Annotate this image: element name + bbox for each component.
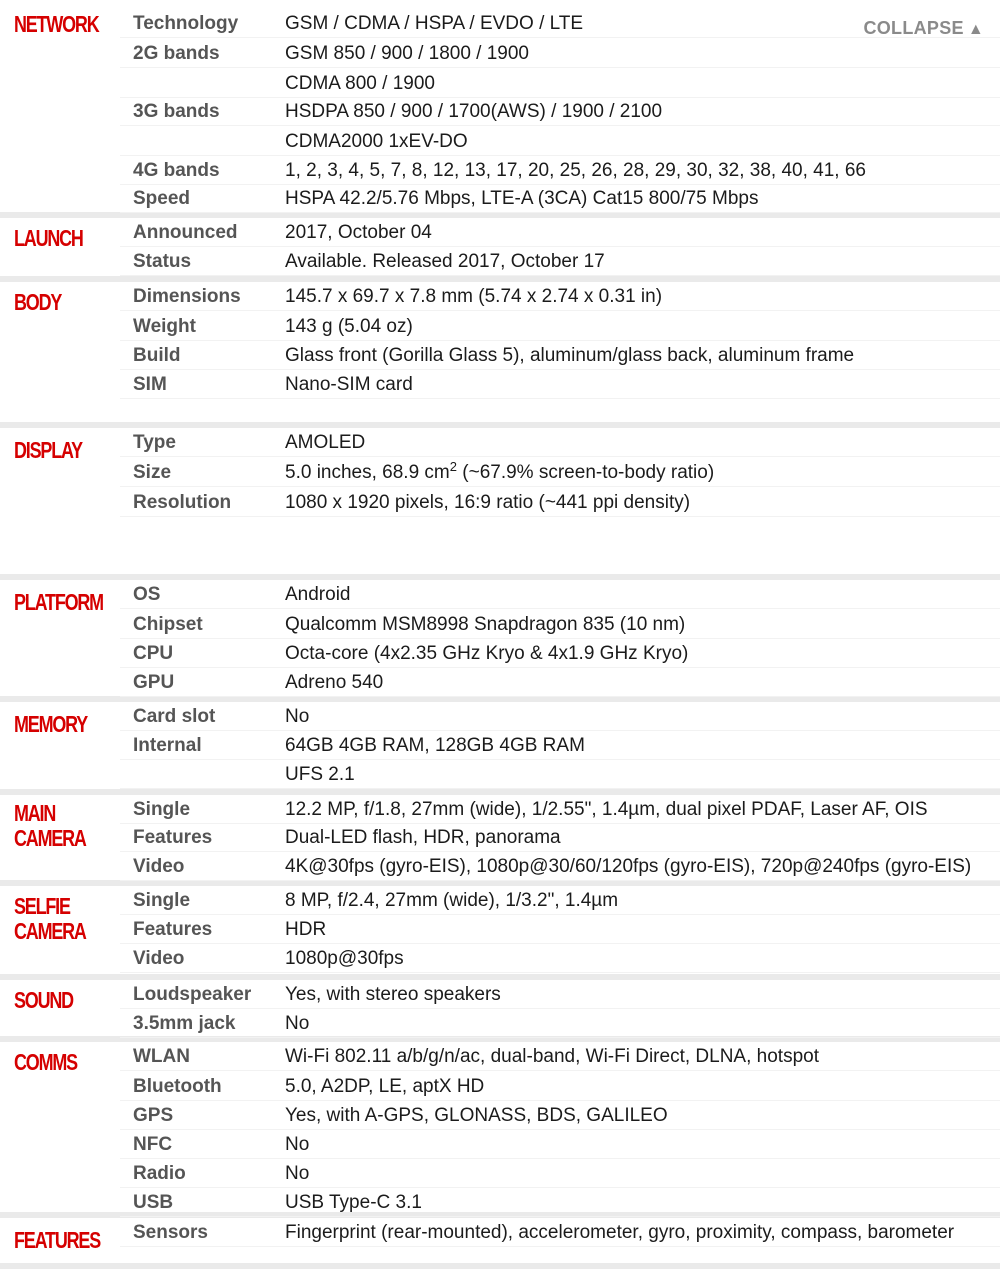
spec-value-text: 12.2 MP, f/1.8, 27mm (wide), 1/2.55", 1.4µm, dual pixel PDAF, Laser AF, OIS <box>285 799 928 820</box>
spec-value-text: 4K@30fps (gyro-EIS), 1080p@30/60/120fps (gyro-EIS), 720p@240fps (gyro-EIS) <box>285 856 972 877</box>
spec-row <box>120 823 1000 852</box>
spec-row <box>120 156 1000 185</box>
spec-value-text: Wi-Fi 802.11 a/b/g/n/ac, dual-band, Wi-Fi Direct, DLNA, hotspot <box>285 1046 819 1067</box>
spec-label: Radio <box>133 1163 186 1184</box>
spec-value <box>285 73 435 95</box>
spec-row <box>120 69 1000 98</box>
spec-value <box>285 43 529 65</box>
spec-value <box>285 1192 422 1214</box>
spec-value-text: No <box>285 1163 310 1184</box>
spec-section-sound <box>0 980 1000 1042</box>
spec-value <box>285 706 309 728</box>
section-title-line: SELFIE <box>14 893 70 919</box>
spec-row <box>120 341 1000 370</box>
spec-value-text: GSM 850 / 900 / 1800 / 1900 <box>285 43 530 64</box>
spec-row <box>120 852 1000 881</box>
spec-value <box>285 735 585 757</box>
spec-row <box>120 184 1000 213</box>
spec-section-display <box>0 428 1000 580</box>
spec-value-superscript: 2 <box>449 459 457 474</box>
spec-row <box>120 428 1000 457</box>
spec-value <box>285 1105 668 1127</box>
spec-value-text: 5.0 inches, 68.9 cm <box>285 462 450 483</box>
spec-value-text: CDMA2000 1xEV-DO <box>285 131 468 152</box>
spec-row <box>120 1188 1000 1217</box>
spec-value <box>285 584 351 606</box>
spec-row <box>120 1101 1000 1130</box>
section-title-line: PLATFORM <box>14 589 103 615</box>
collapse-label: COLLAPSE <box>863 18 964 38</box>
spec-row <box>120 668 1000 697</box>
spec-value-text: 1, 2, 3, 4, 5, 7, 8, 12, 13, 17, 20, 25, 26, 28, 29, 30, 32, 38, 40, 41, 66 <box>285 160 866 181</box>
section-title-line: FEATURES <box>14 1227 100 1253</box>
spec-value-text: 1080 x 1920 pixels, 16:9 ratio (~441 ppi density) <box>285 492 691 513</box>
spec-value <box>285 345 854 367</box>
spec-value <box>285 984 501 1006</box>
spec-value <box>285 374 413 396</box>
spec-row <box>120 944 1000 973</box>
spec-row <box>120 915 1000 944</box>
spec-label: Single <box>133 890 191 911</box>
spec-value <box>285 1163 309 1185</box>
spec-value <box>285 101 662 123</box>
spec-value <box>285 131 468 153</box>
section-title <box>14 226 95 251</box>
spec-value <box>285 890 618 912</box>
spec-row <box>120 1130 1000 1159</box>
spec-section-network <box>0 8 1000 218</box>
spec-row <box>120 702 1000 731</box>
spec-label: OS <box>133 584 161 605</box>
spec-label: Single <box>133 799 191 820</box>
spec-label: Status <box>133 251 192 272</box>
spec-value-text: Dual-LED flash, HDR, panorama <box>285 827 561 848</box>
spec-label: Chipset <box>133 614 203 635</box>
spec-section-body <box>0 282 1000 428</box>
spec-label: Loudspeaker <box>133 984 252 1005</box>
spec-value-text: HSPA 42.2/5.76 Mbps, LTE-A (3CA) Cat15 800/75 Mbps <box>285 188 759 209</box>
spec-section-main <box>0 795 1000 886</box>
spec-value-text: HSDPA 850 / 900 / 1700(AWS) / 1900 / 2100 <box>285 101 663 122</box>
spec-value-text: CDMA 800 / 1900 <box>285 73 435 94</box>
section-title <box>14 438 95 463</box>
section-title <box>14 290 95 315</box>
spec-label: Technology <box>133 13 239 34</box>
spec-value <box>285 1076 484 1098</box>
spec-value <box>285 1046 819 1068</box>
section-title <box>14 589 103 615</box>
spec-value-text: 143 g (5.04 oz) <box>285 316 413 337</box>
spec-row <box>120 1072 1000 1101</box>
spec-row <box>120 1042 1000 1071</box>
spec-section-features <box>0 1218 1000 1269</box>
spec-value <box>285 672 383 694</box>
section-title-line: DISPLAY <box>14 437 82 463</box>
spec-row <box>120 795 1000 824</box>
section-title-line: CAMERA <box>14 825 86 851</box>
spec-value-text: 5.0, A2DP, LE, aptX HD <box>285 1076 485 1097</box>
spec-label: Speed <box>133 188 191 209</box>
spec-label: Card slot <box>133 706 216 727</box>
spec-section-launch <box>0 218 1000 282</box>
spec-row <box>120 247 1000 276</box>
spec-row <box>120 370 1000 399</box>
spec-value <box>285 251 605 273</box>
spec-value <box>285 13 583 35</box>
spec-value-text: Yes, with stereo speakers <box>285 984 501 1005</box>
spec-label: GPU <box>133 672 175 693</box>
spec-row <box>120 580 1000 609</box>
spec-value-text: Qualcomm MSM8998 Snapdragon 835 (10 nm) <box>285 614 686 635</box>
triangle-up-icon: ▲ <box>967 21 984 38</box>
spec-label: Type <box>133 432 176 453</box>
spec-row <box>120 886 1000 915</box>
spec-row <box>120 39 1000 68</box>
section-title-line: NETWORK <box>14 11 99 37</box>
spec-label: GPS <box>133 1105 174 1126</box>
spec-value <box>285 432 365 454</box>
spec-value <box>285 492 690 514</box>
spec-label: 4G bands <box>133 160 220 181</box>
spec-value-text: HDR <box>285 919 327 940</box>
spec-value-text: 2017, October 04 <box>285 222 432 243</box>
section-title <box>14 894 95 944</box>
spec-label: 3G bands <box>133 101 220 122</box>
spec-label: Video <box>133 856 185 877</box>
spec-label: CPU <box>133 643 174 664</box>
spec-row <box>120 488 1000 517</box>
spec-row <box>120 127 1000 156</box>
spec-row <box>120 731 1000 760</box>
spec-value <box>285 948 404 970</box>
spec-value-text: 1080p@30fps <box>285 948 404 969</box>
section-title-line: SOUND <box>14 987 73 1013</box>
spec-section-memory <box>0 702 1000 795</box>
spec-row <box>120 458 1000 487</box>
spec-value-text: Fingerprint (rear-mounted), accelerometer, gyro, proximity, compass, barometer <box>285 1222 955 1243</box>
spec-row <box>120 1159 1000 1188</box>
spec-row <box>120 218 1000 247</box>
spec-label: USB <box>133 1192 174 1213</box>
section-title <box>14 1050 95 1075</box>
spec-value <box>285 643 688 665</box>
spec-label: Bluetooth <box>133 1076 222 1097</box>
spec-value <box>285 919 326 941</box>
spec-value <box>285 286 662 308</box>
section-title <box>14 712 95 737</box>
spec-row <box>120 980 1000 1009</box>
section-title <box>14 801 95 851</box>
spec-value <box>285 827 561 849</box>
spec-value <box>285 222 432 244</box>
spec-row <box>120 312 1000 341</box>
spec-value <box>285 1134 309 1156</box>
spec-label: Video <box>133 948 185 969</box>
spec-value <box>285 764 355 786</box>
spec-row <box>120 610 1000 639</box>
spec-value-text: 64GB 4GB RAM, 128GB 4GB RAM <box>285 735 585 756</box>
spec-section-comms <box>0 1042 1000 1218</box>
spec-value <box>285 316 413 338</box>
spec-section-platform <box>0 580 1000 702</box>
spec-value-text: Octa-core (4x2.35 GHz Kryo & 4x1.9 GHz Kryo) <box>285 643 689 664</box>
spec-value-text: UFS 2.1 <box>285 764 355 785</box>
spec-label: Announced <box>133 222 238 243</box>
spec-value <box>285 160 866 182</box>
spec-row <box>120 1218 1000 1247</box>
spec-row <box>120 760 1000 789</box>
spec-label: SIM <box>133 374 167 395</box>
spec-value-text: Available. Released 2017, October 17 <box>285 251 605 272</box>
spec-value-text: (~67.9% screen-to-body ratio) <box>457 462 715 483</box>
spec-value-text: 8 MP, f/2.4, 27mm (wide), 1/3.2", 1.4µm <box>285 890 619 911</box>
spec-label: Sensors <box>133 1222 208 1243</box>
spec-label: 2G bands <box>133 43 220 64</box>
section-title-line: MEMORY <box>14 711 88 737</box>
spec-row <box>120 639 1000 668</box>
spec-value-text: GSM / CDMA / HSPA / EVDO / LTE <box>285 13 584 34</box>
section-title-line: CAMERA <box>14 918 86 944</box>
spec-value-text: USB Type-C 3.1 <box>285 1192 422 1213</box>
spec-value <box>285 1013 309 1035</box>
spec-label: NFC <box>133 1134 173 1155</box>
spec-label: Dimensions <box>133 286 241 307</box>
spec-row <box>120 1009 1000 1038</box>
spec-label: Resolution <box>133 492 232 513</box>
spec-label: Size <box>133 462 172 483</box>
section-title <box>14 11 99 37</box>
section-title-line: BODY <box>14 289 62 315</box>
spec-section-selfie <box>0 886 1000 980</box>
spec-value-text: Yes, with A-GPS, GLONASS, BDS, GALILEO <box>285 1105 668 1126</box>
section-title-line: MAIN <box>14 800 56 826</box>
spec-row <box>120 97 1000 126</box>
section-title <box>14 988 95 1013</box>
spec-value-text: No <box>285 706 310 727</box>
section-title-line: COMMS <box>14 1049 77 1075</box>
spec-value-text: Adreno 540 <box>285 672 384 693</box>
spec-value <box>285 188 759 210</box>
spec-value-text: No <box>285 1134 310 1155</box>
spec-value-text: Android <box>285 584 351 605</box>
spec-label: Internal <box>133 735 202 756</box>
spec-value <box>285 799 928 821</box>
section-title-line: LAUNCH <box>14 225 83 251</box>
collapse-button[interactable] <box>863 18 984 39</box>
spec-row <box>120 282 1000 311</box>
spec-label: 3.5mm jack <box>133 1013 236 1034</box>
spec-value-text: Glass front (Gorilla Glass 5), aluminum/glass back, aluminum frame <box>285 345 855 366</box>
spec-label: WLAN <box>133 1046 190 1067</box>
spec-label: Features <box>133 827 213 848</box>
spec-value-text: 145.7 x 69.7 x 7.8 mm (5.74 x 2.74 x 0.31 in) <box>285 286 663 307</box>
spec-label: Build <box>133 345 181 366</box>
spec-value-text: No <box>285 1013 310 1034</box>
spec-value <box>285 1222 954 1244</box>
spec-value <box>285 459 715 484</box>
spec-value-text: AMOLED <box>285 432 366 453</box>
spec-label: Features <box>133 919 213 940</box>
spec-value-text: Nano-SIM card <box>285 374 413 395</box>
spec-value <box>285 856 971 878</box>
section-title <box>14 1227 100 1253</box>
spec-label: Weight <box>133 316 196 337</box>
spec-value <box>285 614 685 636</box>
